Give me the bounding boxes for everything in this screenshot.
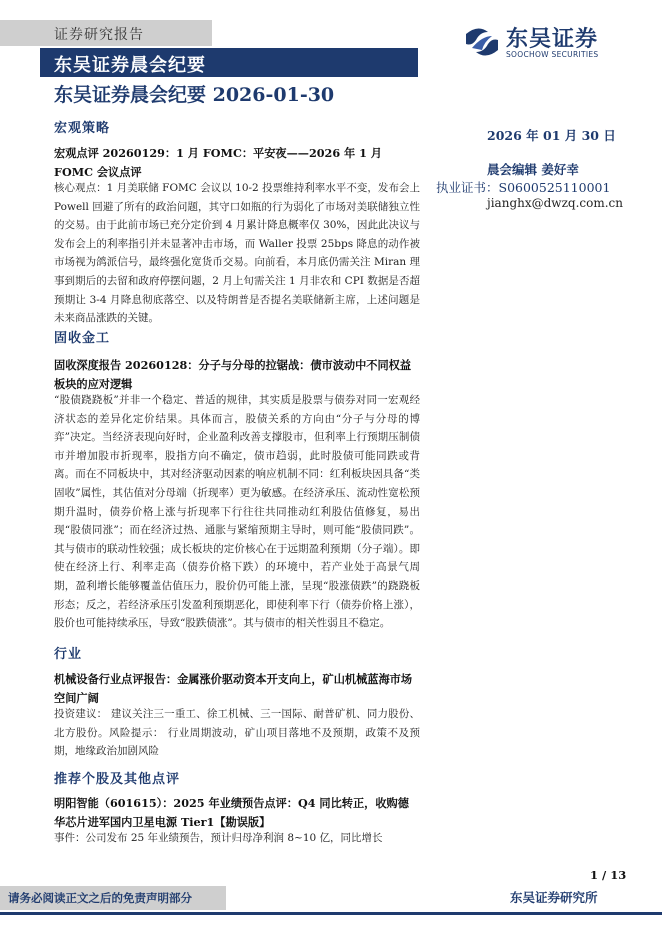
report-type-label: 证券研究报告 bbox=[54, 27, 144, 43]
article-title-fixed-income: 固收深度报告 20260128：分子与分母的拉锯战：债市波动中不同权益板块的应对逻辑 bbox=[54, 358, 412, 391]
article-title-industry: 机械设备行业点评报告：金属涨价驱动资本开支向上，矿山机械蓝海市场空间广阔 bbox=[54, 672, 413, 705]
logo-subtitle: SOOCHOW SECURITIES bbox=[506, 50, 599, 59]
article-title-macro: 宏观点评 20260129：1 月 FOMC：平安夜——2026 年 1 月 FOMC 会议点评 bbox=[54, 146, 382, 179]
section-heading-fixed-income: 固收金工 bbox=[54, 331, 111, 346]
article-body-macro: 核心观点：1 月美联储 FOMC 会议以 10-2 投票维持利率水平不变，发布会上 Powell 回避了所有的政治问题，其守口如瓶的行为弱化了市场对美联储独立性的交易。由于此前市场已充分定价到 4 月累计降息概率仅 30%，因此此决议与发布会上的利率指引并未显著冲击市场，而 Waller 投票 25bps 降息的动作被市场视为鸽派信号，最终强化宽货币交易。向前看，本月底仍需关注 Miran 理事到期后的去留和政府停摆问题，2 月上旬需关注 1 月非农和 CPI 数据是否超预期让 3-4 月降息彻底落空、以及特朗普是否提名美联储新主席，上述问题是未来商品涨跌的关键。 bbox=[54, 182, 420, 325]
section-heading-industry: 行业 bbox=[54, 647, 83, 662]
certificate-number: 执业证书：S0600525110001 bbox=[436, 180, 611, 195]
article-body-industry: 投资建议： 建议关注三一重工、徐工机械、三一国际、耐普矿机、同力股份、北方股份。风险提示： 行业周期波动，矿山项目落地不及预期，政策不及预期，地缘政治加剧风险 bbox=[54, 708, 420, 758]
soochow-logo-icon bbox=[462, 22, 502, 62]
institute-name: 东吴证券研究所 bbox=[510, 890, 598, 905]
editor-name: 晨会编辑 姜好幸 bbox=[487, 162, 579, 177]
editor-email[interactable]: jianghx@dwzq.com.cn bbox=[487, 196, 623, 210]
article-body-fixed-income: “股债跷跷板”并非一个稳定、普适的规律，其实质是股票与债券对同一宏观经济状态的差异化定价结果。具体而言，股债关系的方向由“分子与分母的博弈”决定。当经济表现向好时，企业盈利改善支撑股市，但利率上行预期压制债市并增加股市折现率，股指方向不确定，债市趋弱，此时股债可能同跌或背离。而在不同板块中，其对经济驱动因素的响应机制不同：红利板块因具备“类固收”属性，其估值对分母端（折现率）更为敏感。在经济承压、流动性宽松预期升温时，债券价格上涨与折现率下行往往共同推动红利股估值修复，易出现“股债同涨”；而在经济过热、通胀与紧缩预期主导时，则可能“股债同跌”。其与债市的联动性较强；成长板块的定价核心在于远期盈利预期（分子端）。即使在经济上行、利率走高（债券价格下跌）的环境中，若产业处于高景气周期，盈利增长能够覆盖估值压力，股价仍可能上涨，呈现“股涨债跌”的跷跷板形态；反之，若经济承压引发盈利预期恶化，即使利率下行（债券价格上涨），股价也可能持续承压，导致“股跌债涨”。其与债市的相关性弱且不稳定。 bbox=[54, 394, 420, 630]
article-body-stocks: 事件：公司发布 25 年业绩预告，预计归母净利润 8~10 亿，同比增长 bbox=[54, 832, 383, 844]
article-title-stocks: 明阳智能（601615）：2025 年业绩预告点评：Q4 同比转正，收购德华芯片进军国内卫星电源 Tier1【勘误版】 bbox=[54, 796, 409, 829]
report-type-tag bbox=[0, 20, 212, 46]
footer-divider bbox=[0, 912, 662, 915]
report-date: 2026 年 01 月 30 日 bbox=[487, 128, 616, 143]
disclaimer-text: 请务必阅读正文之后的免责声明部分 bbox=[8, 891, 192, 905]
company-logo bbox=[462, 22, 632, 62]
disclaimer-bar bbox=[0, 886, 226, 910]
section-heading-macro: 宏观策略 bbox=[54, 121, 111, 136]
banner-title: 东吴证券晨会纪要 bbox=[54, 55, 206, 76]
page-number: 1 / 13 bbox=[590, 868, 627, 882]
logo-wordmark: 东吴证券 bbox=[506, 27, 599, 52]
section-heading-stocks: 推荐个股及其他点评 bbox=[54, 772, 181, 787]
banner-bar bbox=[40, 48, 418, 77]
document-title: 东吴证券晨会纪要 2026-01-30 bbox=[54, 84, 335, 106]
